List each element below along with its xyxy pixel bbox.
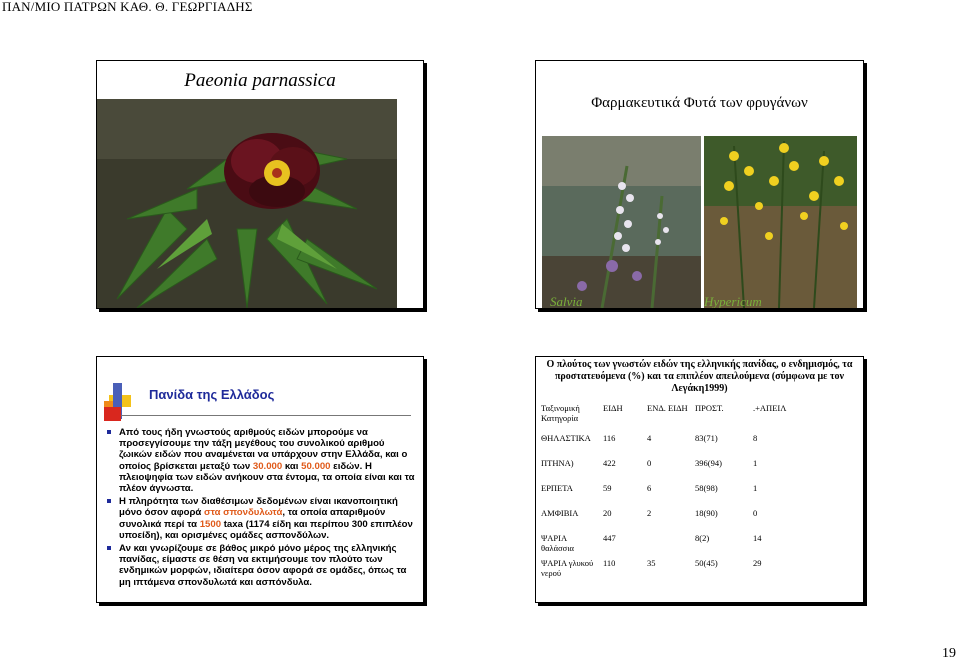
table-cell: 29: [753, 558, 762, 568]
table-row: [536, 558, 856, 583]
table-cell: 35: [647, 558, 656, 568]
bullet-list: [107, 427, 419, 590]
slide-greek-fauna: [96, 356, 424, 603]
hypericum-photo: [704, 136, 857, 308]
table-cell: 396(94): [695, 458, 722, 468]
page-number: 19: [942, 646, 956, 661]
table-header-cell: ΠΡΟΣΤ.: [695, 403, 724, 413]
table-cell: ΘΗΛΑΣΤΙΚΑ: [541, 433, 591, 443]
table-cell: 83(71): [695, 433, 718, 443]
slide-paeonia: [96, 60, 424, 309]
slide-title: Paeonia parnassica: [184, 70, 336, 91]
table-cell: 8: [753, 433, 758, 443]
decor-square: [104, 407, 121, 421]
slide-title: Ο πλούτος των γνωστών ειδών της ελληνικής πανίδας, ο ενδημισμός, τα προστατευόμενα (%) και τα επιπλέον απειλούμενα (σύμφωνα με τον Λεγάκη1999): [546, 359, 853, 394]
table-header-row: [536, 403, 856, 433]
table-cell: 422: [603, 458, 616, 468]
table-header-cell: ΕΝΔ. ΕΙΔΗ: [647, 403, 688, 413]
bullet-item: Η πληρότητα των διαθέσιμων δεδομένων είναι ικανοποιητική μόνο όσον αφορά στα σπονδυλωτά, τα οποία απαριθμούν συνολικά περί τα 1500 taxa (1174 είδη και περίπου 300 επιπλέον υποείδη), και ορισμένες ομάδες ασπονδύλων.: [107, 496, 419, 541]
table-cell: 0: [753, 508, 758, 518]
table-row: [536, 458, 856, 483]
table-cell: 1: [753, 458, 758, 468]
table-cell: [645, 533, 693, 558]
table-row: [536, 508, 856, 533]
table-cell: 18(90): [695, 508, 718, 518]
table-cell: 4: [647, 433, 652, 443]
table-cell: 6: [647, 483, 652, 493]
bullet-item: Από τους ήδη γνωστούς αριθμούς ειδών μπορούμε να προσεγγίσουμε την τάξη μεγέθους του συνολικού αριθμού ζωικών ειδών που αναμένεται να υπάρχουν στην Ελλάδα, και ο οποίος βρίσκεται μεταξύ των 30.000 και 50.000 ειδών. Η πλειοψηφία των ειδών ανήκουν στα έντομα, τα οποία είναι και τα πλέον άγνωστα.: [107, 427, 419, 494]
table-cell: 1: [753, 483, 758, 493]
table-cell: 14: [753, 533, 762, 543]
table-cell: 20: [603, 508, 612, 518]
caption-salvia: Salvia: [550, 294, 583, 309]
table-row: [536, 483, 856, 508]
slide-medicinal-plants: [535, 60, 864, 309]
caption-hypericum: Hypericum: [704, 294, 762, 309]
table-row: [536, 433, 856, 458]
paeonia-photo: [97, 99, 397, 308]
table-cell: 59: [603, 483, 612, 493]
document-header: ΠΑΝ/ΜΙΟ ΠΑΤΡΩΝ ΚΑΘ. Θ. ΓΕΩΡΓΙΑΔΗΣ: [2, 0, 253, 14]
table-cell: 50(45): [695, 558, 718, 568]
divider: [121, 415, 411, 416]
slide-title: Πανίδα της Ελλάδος: [149, 387, 275, 402]
table-header-cell: .+ΑΠΕΙΛ: [753, 403, 787, 413]
table-cell: 58(98): [695, 483, 718, 493]
table-cell: ΨΑΡΙΑ γλυκού νερού: [541, 558, 594, 578]
table-header-cell: ΕΙΔΗ: [603, 403, 623, 413]
bullet-item: Αν και γνωρίζουμε σε βάθος μικρό μόνο μέρος της ελληνικής πανίδας, είμαστε σε θέση να εκτιμήσουμε τον πλούτο των ενδημικών μορφών, ιδιαίτερα όσον αφορά σε ομάδες, όπως τα μη ιπτάμενα σπονδυλωτά και ασπόνδυλα.: [107, 543, 419, 588]
table-cell: 2: [647, 508, 652, 518]
fauna-table: [536, 403, 856, 583]
table-cell: 8(2): [695, 533, 710, 543]
table-cell: 447: [603, 533, 616, 543]
salvia-photo: [542, 136, 701, 308]
table-cell: ΨΑΡΙΑ θαλάσσια: [541, 533, 575, 553]
table-cell: 0: [647, 458, 652, 468]
table-cell: ΠΤΗΝΑ): [541, 458, 574, 468]
table-cell: 116: [603, 433, 616, 443]
table-cell: ΕΡΠΕΤΑ: [541, 483, 573, 493]
table-cell: ΑΜΦΙΒΙΑ: [541, 508, 579, 518]
table-header-cell: Ταξινομική Κατηγορία: [541, 403, 580, 423]
table-row: [536, 533, 856, 558]
slide-fauna-table: [535, 356, 864, 603]
table-cell: 110: [603, 558, 616, 568]
slide-title: Φαρμακευτικά Φυτά των φρυγάνων: [591, 95, 808, 111]
